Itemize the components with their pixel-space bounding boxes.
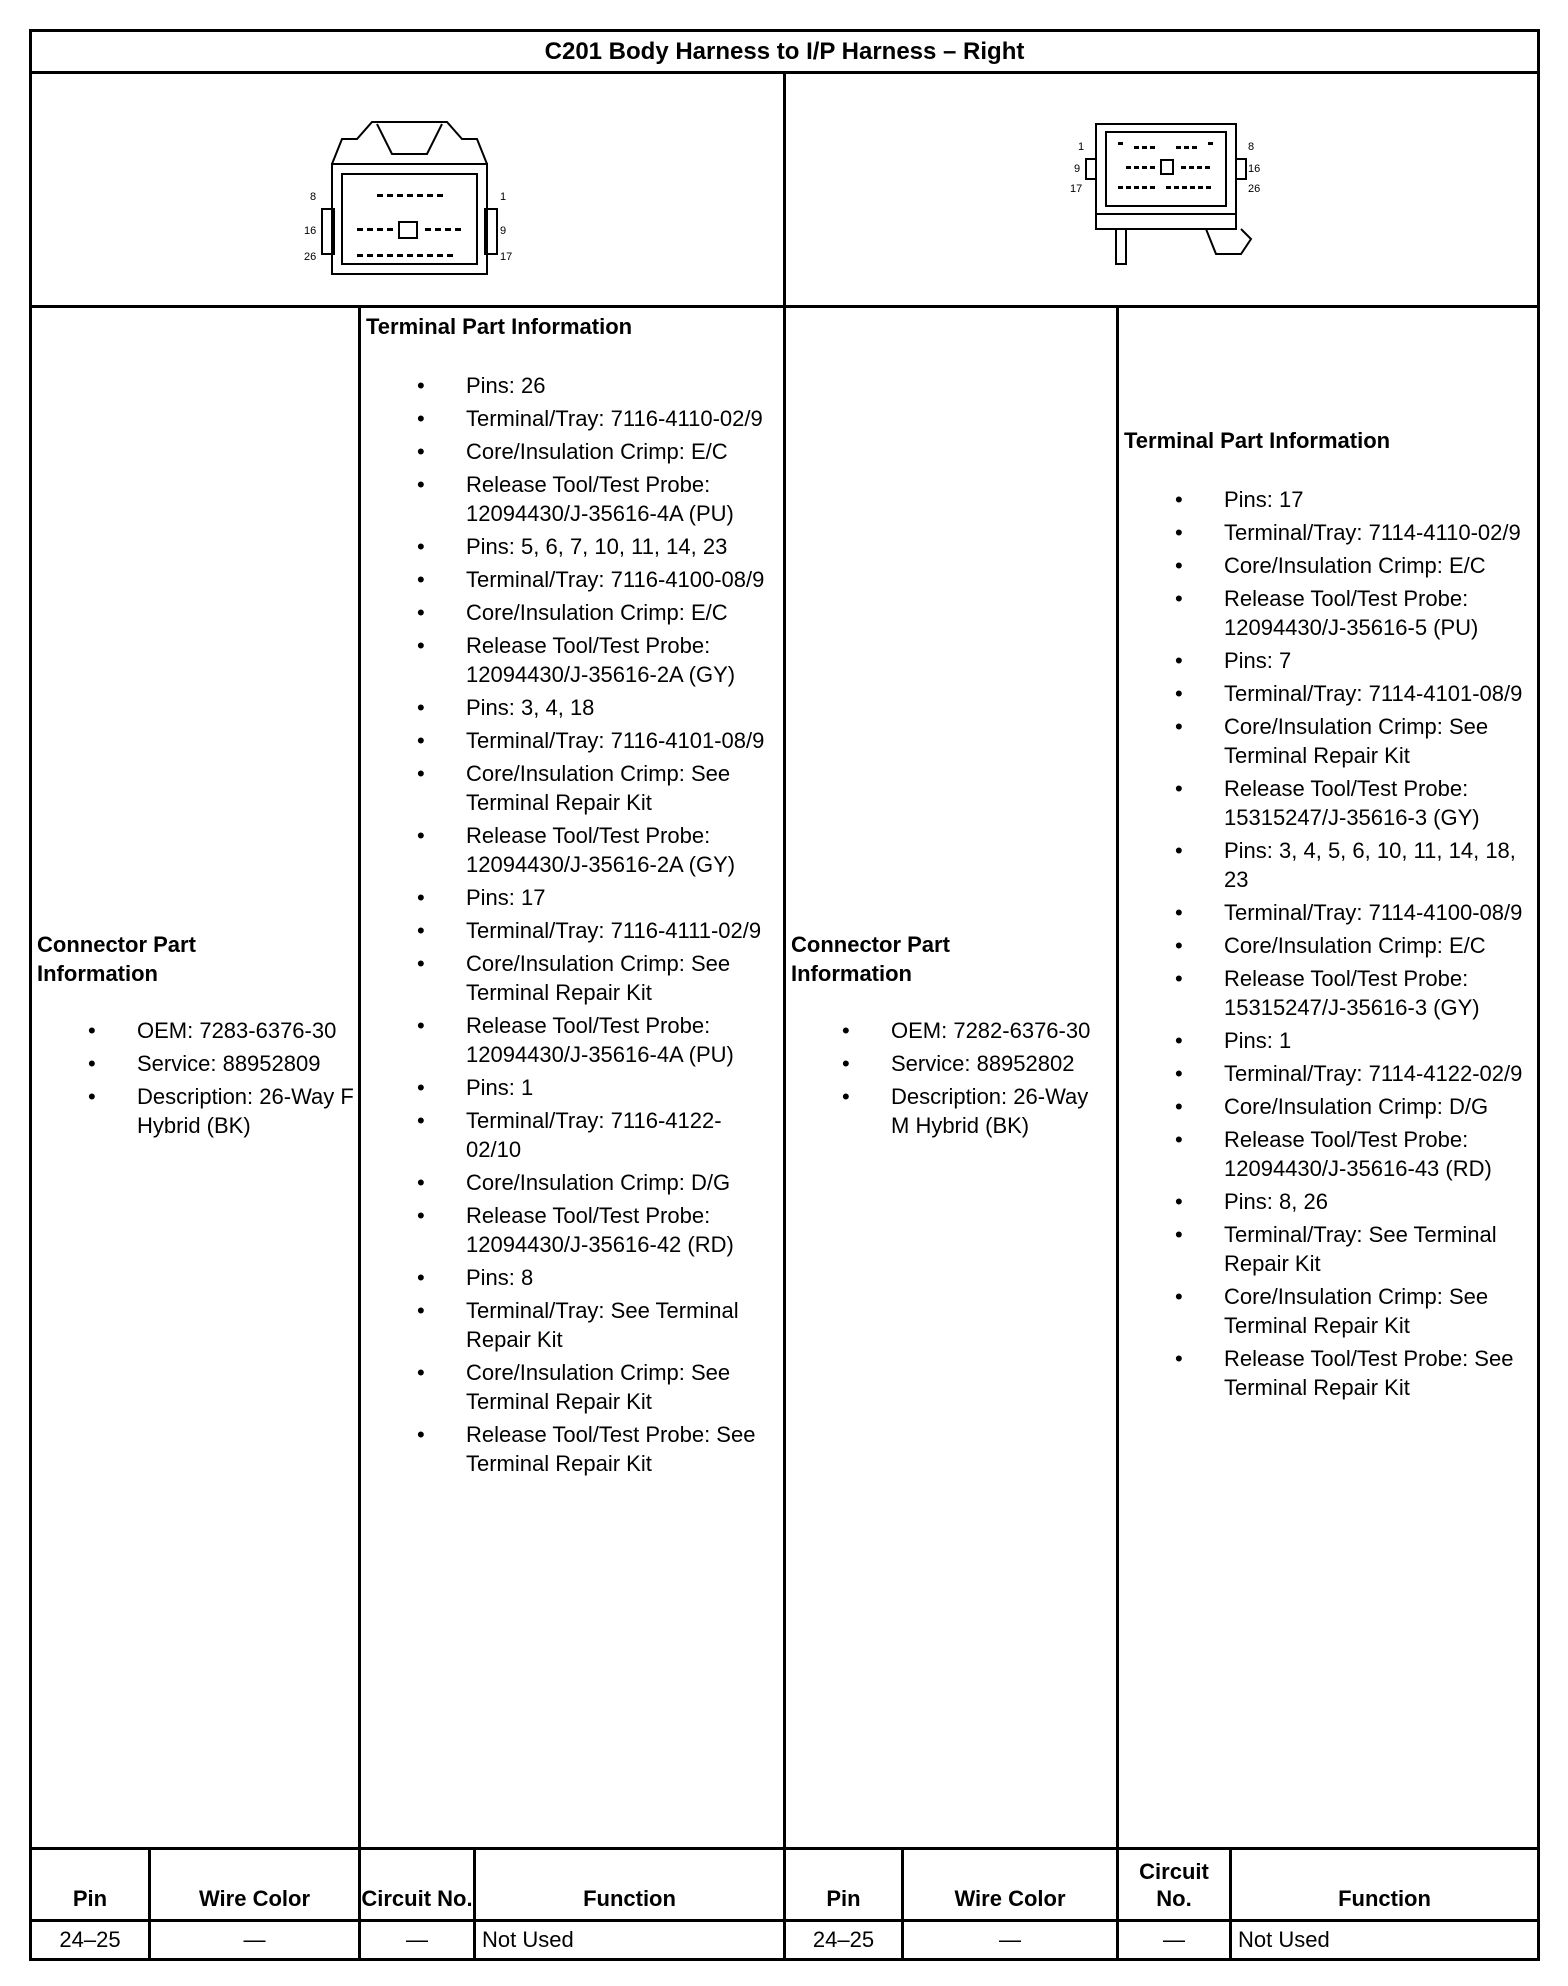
left-terminal-group-3-tool: • Release Tool/Test Probe: 12094430/J-35616-2A (GY) bbox=[366, 821, 771, 879]
right-diagram-cell bbox=[786, 74, 1537, 305]
left-terminal-group-2-crimp: • Core/Insulation Crimp: E/C bbox=[366, 598, 771, 627]
right-connector-part-info bbox=[786, 308, 1119, 1847]
left-terminal-group-2 bbox=[366, 532, 781, 689]
left-terminal-group-6-tool: • Release Tool/Test Probe: See Terminal Repair Kit bbox=[366, 1420, 771, 1478]
right-terminal-part-header: Terminal Part Information bbox=[1124, 428, 1391, 453]
right-terminal-group-3-crimp: • Core/Insulation Crimp: E/C bbox=[1124, 931, 1529, 960]
right-diagram-label-16: 16 bbox=[1248, 163, 1261, 175]
left-diagram-label-9: 9 bbox=[500, 225, 507, 237]
right-header-function: Function bbox=[1232, 1850, 1537, 1922]
right-row-circuit-no: — bbox=[1119, 1922, 1232, 1958]
right-terminal-group-3-tray: • Terminal/Tray: 7114-4100-08/9 bbox=[1124, 898, 1529, 927]
left-row-pin: 24–25 bbox=[32, 1922, 151, 1958]
right-terminal-group-5-crimp: • Core/Insulation Crimp: See Terminal Repair Kit bbox=[1124, 1282, 1529, 1340]
left-terminal-group-1-tool: • Release Tool/Test Probe: 12094430/J-35616-4A (PU) bbox=[366, 470, 771, 528]
left-terminal-group-3-pins: • Pins: 3, 4, 18 bbox=[366, 693, 771, 722]
left-terminal-group-1-pins: • Pins: 26 bbox=[366, 371, 771, 400]
left-header-circuit-no: Circuit No. bbox=[361, 1850, 476, 1922]
left-terminal-group-6-crimp: • Core/Insulation Crimp: See Terminal Repair Kit bbox=[366, 1358, 771, 1416]
connector-diagram-row bbox=[32, 74, 1537, 308]
left-row-circuit-no: — bbox=[361, 1922, 476, 1958]
left-row-wire-color: — bbox=[151, 1922, 361, 1958]
left-terminal-group-4-pins: • Pins: 17 bbox=[366, 883, 771, 912]
right-terminal-group-5-tool: • Release Tool/Test Probe: See Terminal Repair Kit bbox=[1124, 1344, 1529, 1402]
right-header-wire-color: Wire Color bbox=[904, 1850, 1119, 1922]
right-terminal-group-3-tool: • Release Tool/Test Probe: 15315247/J-35616-3 (GY) bbox=[1124, 964, 1529, 1022]
right-terminal-group-4-crimp: • Core/Insulation Crimp: D/G bbox=[1124, 1092, 1529, 1121]
left-terminal-group-5-tray: • Terminal/Tray: 7116-4122-02/10 bbox=[366, 1106, 771, 1164]
right-connector-description: • Description: 26-Way M Hybrid (BK) bbox=[791, 1082, 1111, 1140]
right-header-pin: Pin bbox=[786, 1850, 904, 1922]
left-connector-service: • Service: 88952809 bbox=[37, 1049, 367, 1078]
right-terminal-group-2-tool: • Release Tool/Test Probe: 15315247/J-35616-3 (GY) bbox=[1124, 774, 1529, 832]
left-connector-part-info bbox=[32, 308, 361, 1847]
left-terminal-group-2-tray: • Terminal/Tray: 7116-4100-08/9 bbox=[366, 565, 771, 594]
left-terminal-group-6-tray: • Terminal/Tray: See Terminal Repair Kit bbox=[366, 1296, 771, 1354]
right-terminal-group-5-pins: • Pins: 8, 26 bbox=[1124, 1187, 1529, 1216]
left-terminal-group-3-tray: • Terminal/Tray: 7116-4101-08/9 bbox=[366, 726, 771, 755]
left-terminal-group-4-tray: • Terminal/Tray: 7116-4111-02/9 bbox=[366, 916, 771, 945]
right-connector-oem: • OEM: 7282-6376-30 bbox=[791, 1016, 1111, 1045]
left-connector-part-list bbox=[37, 1016, 352, 1140]
left-terminal-group-2-tool: • Release Tool/Test Probe: 12094430/J-35616-2A (GY) bbox=[366, 631, 771, 689]
right-connector-part-list bbox=[791, 1016, 1111, 1140]
right-terminal-group-4-tool: • Release Tool/Test Probe: 12094430/J-35616-43 (RD) bbox=[1124, 1125, 1529, 1183]
left-terminal-part-header: Terminal Part Information bbox=[366, 314, 633, 339]
right-diagram-label-9: 9 bbox=[1074, 163, 1081, 175]
left-terminal-group-6 bbox=[366, 1263, 781, 1478]
right-terminal-group-2-pins: • Pins: 7 bbox=[1124, 646, 1529, 675]
left-diagram-label-8: 8 bbox=[310, 191, 317, 203]
left-terminal-group-3-crimp: • Core/Insulation Crimp: See Terminal Repair Kit bbox=[366, 759, 771, 817]
right-connector-diagram bbox=[1056, 114, 1286, 284]
left-diagram-cell bbox=[32, 74, 786, 305]
right-terminal-group-1-tool: • Release Tool/Test Probe: 12094430/J-35616-5 (PU) bbox=[1124, 584, 1529, 642]
right-terminal-group-4-tray: • Terminal/Tray: 7114-4122-02/9 bbox=[1124, 1059, 1529, 1088]
right-row-function: Not Used bbox=[1238, 1927, 1330, 1952]
right-terminal-group-2 bbox=[1124, 646, 1532, 832]
left-terminal-group-1-crimp: • Core/Insulation Crimp: E/C bbox=[366, 437, 771, 466]
right-diagram-label-1: 1 bbox=[1078, 141, 1085, 153]
right-diagram-label-8: 8 bbox=[1248, 141, 1255, 153]
right-terminal-group-1-pins: • Pins: 17 bbox=[1124, 485, 1529, 514]
left-terminal-group-5 bbox=[366, 1073, 781, 1259]
right-terminal-group-1-crimp: • Core/Insulation Crimp: E/C bbox=[1124, 551, 1529, 580]
left-diagram-label-26: 26 bbox=[304, 251, 317, 263]
right-terminal-group-4-pins: • Pins: 1 bbox=[1124, 1026, 1529, 1055]
right-header-circuit-no: Circuit No. bbox=[1119, 1850, 1232, 1922]
right-connector-part-header: Connector Part Information bbox=[791, 932, 950, 986]
left-diagram-label-17: 17 bbox=[500, 251, 513, 263]
page-title: C201 Body Harness to I/P Harness – Right bbox=[32, 32, 1537, 74]
left-terminal-part-info bbox=[361, 308, 786, 1847]
left-diagram-label-1: 1 bbox=[500, 191, 507, 203]
left-connector-oem: • OEM: 7283-6376-30 bbox=[37, 1016, 367, 1045]
left-terminal-group-4 bbox=[366, 883, 781, 1069]
right-connector-service: • Service: 88952802 bbox=[791, 1049, 1111, 1078]
right-terminal-group-1-tray: • Terminal/Tray: 7114-4110-02/9 bbox=[1124, 518, 1529, 547]
left-connector-description: • Description: 26-Way F Hybrid (BK) bbox=[37, 1082, 367, 1140]
left-row-function: Not Used bbox=[476, 1922, 786, 1958]
left-terminal-group-1 bbox=[366, 371, 781, 528]
right-diagram-label-17: 17 bbox=[1070, 183, 1083, 195]
left-terminal-group-5-tool: • Release Tool/Test Probe: 12094430/J-35616-42 (RD) bbox=[366, 1201, 771, 1259]
right-terminal-group-5-tray: • Terminal/Tray: See Terminal Repair Kit bbox=[1124, 1220, 1529, 1278]
right-row-wire-color: — bbox=[904, 1922, 1119, 1958]
left-terminal-group-4-tool: • Release Tool/Test Probe: 12094430/J-35616-4A (PU) bbox=[366, 1011, 771, 1069]
part-information-row bbox=[32, 308, 1537, 1850]
left-connector-part-header: Connector Part Information bbox=[37, 932, 196, 986]
right-terminal-group-1 bbox=[1124, 485, 1532, 642]
left-terminal-group-3 bbox=[366, 693, 781, 879]
left-header-function: Function bbox=[476, 1850, 786, 1922]
left-terminal-group-1-tray: • Terminal/Tray: 7116-4110-02/9 bbox=[366, 404, 771, 433]
right-terminal-group-4 bbox=[1124, 1026, 1532, 1183]
right-terminal-group-3-pins: • Pins: 3, 4, 5, 6, 10, 11, 14, 18, 23 bbox=[1124, 836, 1529, 894]
right-terminal-group-5 bbox=[1124, 1187, 1532, 1402]
right-terminal-group-2-tray: • Terminal/Tray: 7114-4101-08/9 bbox=[1124, 679, 1529, 708]
right-terminal-part-info bbox=[1119, 308, 1537, 1847]
left-header-pin: Pin bbox=[32, 1850, 151, 1922]
connector-sheet bbox=[29, 29, 1540, 1961]
left-terminal-group-6-pins: • Pins: 8 bbox=[366, 1263, 771, 1292]
right-terminal-group-3 bbox=[1124, 836, 1532, 1022]
left-terminal-group-4-crimp: • Core/Insulation Crimp: See Terminal Repair Kit bbox=[366, 949, 771, 1007]
left-diagram-label-16: 16 bbox=[304, 225, 317, 237]
left-header-wire-color: Wire Color bbox=[151, 1850, 361, 1922]
left-terminal-group-5-pins: • Pins: 1 bbox=[366, 1073, 771, 1102]
left-connector-diagram bbox=[282, 114, 542, 284]
left-terminal-group-5-crimp: • Core/Insulation Crimp: D/G bbox=[366, 1168, 771, 1197]
right-terminal-group-2-crimp: • Core/Insulation Crimp: See Terminal Repair Kit bbox=[1124, 712, 1529, 770]
right-row-pin: 24–25 bbox=[786, 1922, 904, 1958]
left-terminal-group-2-pins: • Pins: 5, 6, 7, 10, 11, 14, 23 bbox=[366, 532, 771, 561]
pin-table bbox=[32, 1850, 1537, 1958]
right-diagram-label-26: 26 bbox=[1248, 183, 1261, 195]
